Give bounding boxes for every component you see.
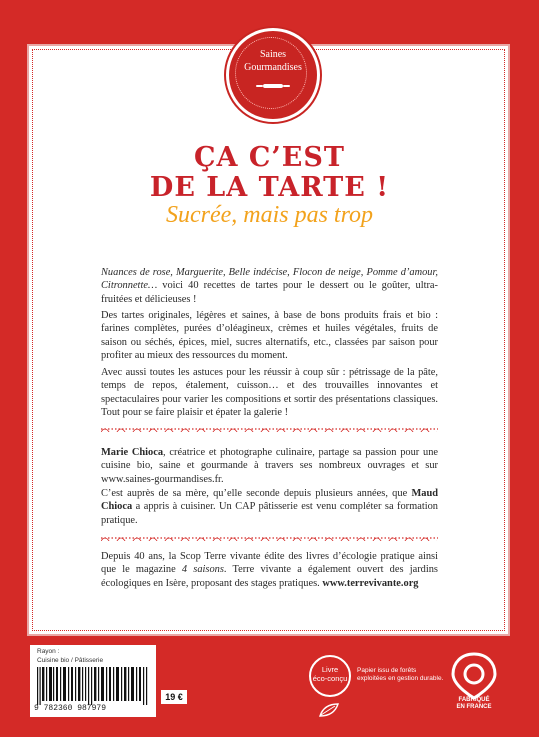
dotted-separator [101,426,438,432]
fab-line1: FABRIQUÉ [458,697,490,703]
description-paragraph: Des tartes originales, légères et saines, à base de bons produits frais et bio : farines complètes, purées d’oléagineux, crèmes et huiles végétales, fruits de saison ou séchés, épices, miel, sucres alternatifs, etc., classées par saison pour profiter au mieux des ressources du moment. [101,310,438,362]
publisher-before: Depuis 40 ans, la Scop Terre vivante édite des livres d’écologie pratique ainsi que le magazine [101,551,438,576]
eco-label-line1: Livre [321,665,339,674]
rayon-title: Rayon : [37,648,60,655]
author-marie-name: Marie Chioca [101,447,164,458]
book-title-line2: DE LA TARTE ! [149,172,390,203]
badge-line2: Gourmandises [244,62,302,73]
author-maud-name: Maud Chioca [101,488,438,513]
tips-paragraph: Avec aussi toutes les astuces pour les réussir à coup sûr : pétrissage de la pâte, temps de repos, étalement, cuisson… et des trouvailles innovantes et spectaculaires pour varier les compositions et sortir des présentations classiques. Tout pour se faire plaisir et épater la galerie ! [101,367,438,419]
publisher-middle: . Terre vivante a également ouvert des jardins écologiques en Isère, proposant des stages pratiques. [101,564,438,589]
rolling-pin-icon [255,81,291,91]
dotted-separator-2 [101,535,438,541]
leaf-icon [318,702,340,718]
author-marie-bio: , créatrice et photographe culinaire, partage sa passion pour une cuisine bio, saine et gourmande à travers ses nombreux ouvrages et sur www.saines-gourmandises.fr. [101,447,438,485]
rayon-label [37,647,103,665]
badge-dotted-ring [235,37,307,109]
made-in-france-label [449,697,499,711]
author-maud-before: C’est auprès de sa mère, qu’elle seconde depuis plusieurs années, que [101,488,412,499]
barcode-number: 9 782360 987979 [34,704,107,713]
publisher-url[interactable]: www.terrevivante.org [322,577,419,589]
eco-label-badge [309,655,351,697]
author-maud-after: a appris à cuisiner. Un CAP pâtisserie est venu compléter sa formation pratique. [101,501,438,526]
publisher-magazine: 4 saisons [181,564,224,576]
rayon-value: Cuisine bio / Pâtisserie [37,657,104,664]
eco-label-line2: éco-conçu [312,674,348,683]
intro-tart-names: Nuances de rose, Marguerite, Belle indécise, Flocon de neige, Pomme d’amour, Citronnette… [101,267,438,292]
author-marie-paragraph [101,446,438,486]
book-title-line1: ÇA C’EST [194,142,345,173]
made-in-france-pin-icon [449,652,499,722]
barcode-icon [37,667,150,705]
eco-paper-text: Papier issu de forêts exploitées en gestion durable. [357,667,444,682]
publisher-paragraph [101,550,438,590]
book-subtitle: Sucrée, mais pas trop [165,202,374,228]
author-maud-paragraph [101,487,438,527]
saines-gourmandises-badge [226,28,320,122]
intro-paragraph [101,266,438,306]
fab-line2: EN FRANCE [456,704,492,710]
badge-line1: Saines [259,49,287,60]
price-tag: 19 € [161,690,187,704]
intro-rest: voici 40 recettes de tartes pour le dessert ou le goûter, ultra-fruitées et délicieuses ! [101,280,438,305]
